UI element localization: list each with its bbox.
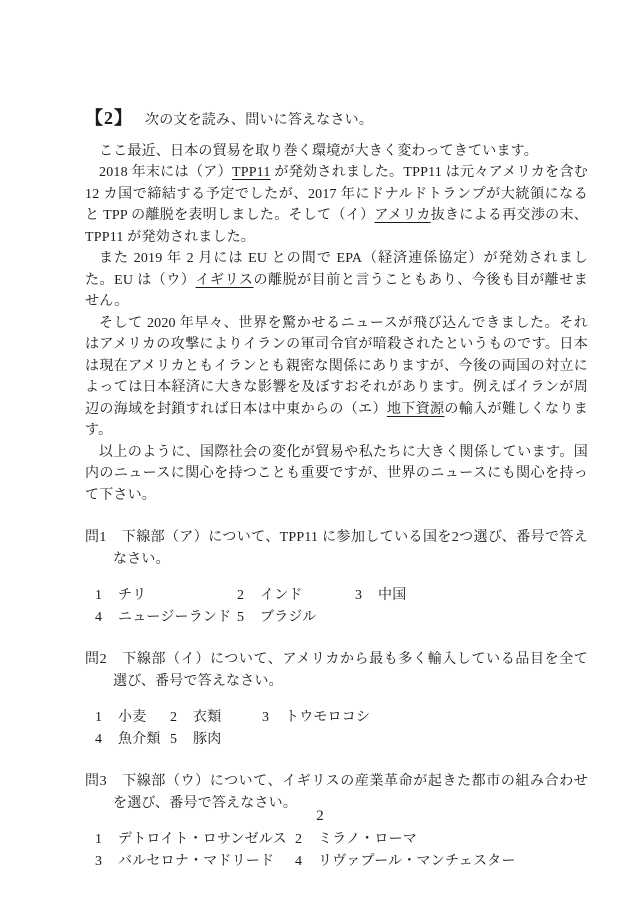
passage-text: が発効されました。TPP11 は元々アメリカを含む 12 カ国で締結する予定でしたが、2017 年にドナルドトランプが大統領になると TPP の離脱を表明しました。そして（イ） bbox=[85, 165, 588, 223]
underlined-term-underground-resources: 地下資源 bbox=[386, 401, 445, 417]
passage-text: 抜きによる再交渉の末、TPP11 が発効されました。 bbox=[85, 208, 588, 245]
question-1-statement bbox=[85, 527, 588, 570]
question-2-statement bbox=[85, 649, 588, 692]
passage-text: の輸入が難しくなります。 bbox=[85, 401, 589, 438]
passage-text: 2018 年末には（ア） bbox=[99, 165, 232, 180]
section-heading bbox=[85, 108, 588, 132]
choice-q2-4 bbox=[95, 729, 170, 751]
choice-q1-1 bbox=[95, 585, 237, 607]
choice-number: 2 bbox=[295, 832, 303, 847]
question-3-choices bbox=[95, 829, 588, 872]
choice-number: 2 bbox=[170, 710, 178, 725]
question-1-choices bbox=[95, 585, 588, 628]
choice-q2-1 bbox=[95, 707, 170, 729]
choice-label: ニュージーランド bbox=[118, 609, 232, 625]
choice-row bbox=[95, 607, 588, 629]
question-1-text: 下線部（ア）について、TPP11 に参加している国を2つ選び、番号で答えなさい。 bbox=[113, 530, 588, 567]
choice-number: 4 bbox=[95, 609, 103, 625]
choice-q3-2 bbox=[295, 829, 417, 851]
passage-text: ここ最近、日本の貿易を取り巻く環境が大きく変わってきています。 bbox=[99, 143, 538, 159]
section-number: 【2】 bbox=[85, 108, 133, 128]
question-2-choices bbox=[95, 707, 588, 750]
underlined-term-america: アメリカ bbox=[374, 208, 431, 223]
passage-paragraph-1 bbox=[85, 141, 588, 163]
question-3-label: 問3 bbox=[85, 774, 107, 789]
question-2 bbox=[85, 649, 588, 750]
question-1 bbox=[85, 527, 588, 628]
question-2-text: 下線部（イ）について、アメリカから最も多く輸入している品目を全て選び、番号で答えなさい。 bbox=[113, 652, 589, 689]
choice-label: 魚介類 bbox=[118, 731, 161, 747]
choice-number: 1 bbox=[95, 588, 103, 603]
choice-label: ミラノ・ローマ bbox=[318, 832, 417, 847]
choice-q2-5 bbox=[170, 729, 221, 751]
choice-label: デトロイト・ロサンゼルス bbox=[118, 832, 287, 847]
choice-row bbox=[95, 729, 588, 751]
question-3-text: 下線部（ウ）について、イギリスの産業革命が起きた都市の組み合わせを選び、番号で答えなさい。 bbox=[113, 774, 588, 811]
choice-q3-3 bbox=[95, 851, 295, 873]
choice-number: 3 bbox=[262, 710, 270, 725]
passage-paragraph-2 bbox=[85, 162, 588, 248]
passage-paragraph-3 bbox=[85, 248, 588, 313]
choice-row bbox=[95, 851, 588, 873]
choice-label: 衣類 bbox=[193, 710, 222, 725]
choice-row bbox=[95, 829, 588, 851]
choice-q1-3 bbox=[355, 585, 406, 607]
question-2-label: 問2 bbox=[85, 652, 107, 667]
underlined-term-tpp11: TPP11 bbox=[231, 165, 271, 180]
choice-q1-4 bbox=[95, 607, 237, 629]
choice-number: 1 bbox=[95, 832, 103, 847]
choice-number: 2 bbox=[237, 588, 245, 603]
choice-number: 5 bbox=[170, 731, 178, 747]
choice-q3-4 bbox=[295, 851, 516, 873]
choice-row bbox=[95, 585, 588, 607]
choice-q3-1 bbox=[95, 829, 295, 851]
choice-label: インド bbox=[260, 588, 303, 603]
choice-label: 中国 bbox=[378, 588, 407, 603]
choice-number: 3 bbox=[355, 588, 363, 603]
section-instruction: 次の文を読み、問いに答えなさい。 bbox=[145, 113, 374, 128]
choice-number: 4 bbox=[295, 853, 303, 869]
passage-paragraph-4 bbox=[85, 313, 588, 442]
choice-row bbox=[95, 707, 588, 729]
choice-number: 3 bbox=[95, 853, 103, 869]
choice-label: 豚肉 bbox=[193, 731, 222, 747]
passage-paragraph-5 bbox=[85, 442, 588, 507]
choice-label: ブラジル bbox=[260, 609, 317, 625]
underlined-term-britain: イギリス bbox=[195, 272, 254, 288]
choice-number: 1 bbox=[95, 710, 103, 725]
choice-label: 小麦 bbox=[118, 710, 147, 725]
passage-text: また 2019 年 2 月には EU との間で EPA（経済連係協定）が発効されました。EU は（ウ） bbox=[85, 251, 588, 288]
page-number: 2 bbox=[316, 808, 324, 824]
choice-q2-2 bbox=[170, 707, 262, 729]
choice-label: リヴァプール・マンチェスター bbox=[318, 853, 516, 869]
passage-text: 以上のように、国際社会の変化が貿易や私たちに大きく関係しています。国内のニュースに関心を持つことも重要ですが、世界のニュースにも関心を持って下さい。 bbox=[85, 444, 588, 503]
choice-q1-5 bbox=[237, 607, 316, 629]
choice-number: 5 bbox=[237, 609, 245, 625]
choice-number: 4 bbox=[95, 731, 103, 747]
choice-q1-2 bbox=[237, 585, 355, 607]
choice-label: トウモロコシ bbox=[285, 710, 371, 725]
choice-label: チリ bbox=[118, 588, 147, 603]
question-1-label: 問1 bbox=[85, 530, 107, 545]
passage-text: の離脱が目前と言うこともあり、今後も目が離せません。 bbox=[85, 272, 588, 309]
passage-text: そして 2020 年早々、世界を驚かせるニュースが飛び込んできました。それはアメリカの攻撃によりイランの軍司令官が暗殺されたというものです。日本は現在アメリカともイランとも親密な関係にありますが、今後の両国の対立によっては日本経済に大きな影響を及ぼすおそれがあります。例えばイランが周辺の海域を封鎖すれば日本は中東からの（エ） bbox=[85, 315, 588, 417]
choice-label: バルセロナ・マドリード bbox=[118, 853, 275, 869]
choice-q2-3 bbox=[262, 707, 370, 729]
